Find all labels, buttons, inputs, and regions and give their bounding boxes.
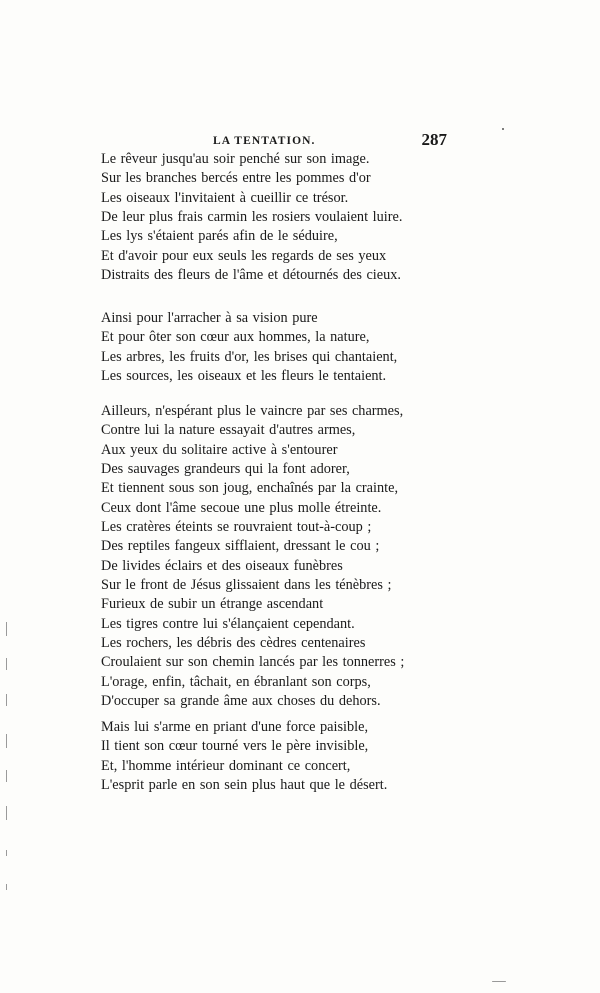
verse-line: Les sources, les oiseaux et les fleurs le tentaient. (101, 368, 387, 385)
running-title: LA TENTATION. (213, 135, 316, 147)
scan-artifact (6, 622, 7, 636)
scan-speck (502, 128, 504, 130)
stanza-4 (101, 718, 387, 795)
verse-line: D'occuper sa grande âme aux choses du dehors. (101, 693, 381, 710)
verse-line: Sur les branches bercés entre les pommes d'or (101, 170, 371, 187)
verse-line: Des reptiles fangeux sifflaient, dressant le cou ; (101, 538, 380, 555)
page-number: 287 (421, 130, 447, 149)
verse-line: Les oiseaux l'invitaient à cueillir ce trésor. (101, 189, 349, 206)
verse-line: Les tigres contre lui s'élançaient cependant. (101, 615, 355, 632)
scan-artifact (6, 658, 7, 670)
scan-artifact (6, 734, 7, 748)
verse-line: Croulaient sur son chemin lancés par les tonnerres ; (101, 654, 405, 671)
verse-line: Le rêveur jusqu'au soir penché sur son image. (101, 151, 370, 167)
stanza-2 (101, 309, 397, 386)
verse-line: Et d'avoir pour eux seuls les regards de ses yeux (101, 247, 387, 264)
stanza-3 (101, 402, 404, 712)
stanza-1 (101, 150, 402, 285)
verse-line: De livides éclairs et des oiseaux funèbres (101, 557, 343, 574)
verse-line: Les cratères éteints se rouvraient tout-à-coup ; (101, 519, 372, 536)
scan-artifact (6, 770, 7, 782)
verse-line: Les rochers, les débris des cèdres centenaires (101, 635, 366, 652)
verse-line: L'orage, enfin, tâchait, en ébranlant son corps, (101, 673, 371, 690)
verse-line: Des sauvages grandeurs qui la font adorer, (101, 461, 350, 478)
verse-line: Il tient son cœur tourné vers le père invisible, (101, 738, 369, 755)
scan-artifact (6, 694, 7, 706)
verse-line: Aux yeux du solitaire active à s'entourer (101, 441, 338, 458)
verse-line: Et, l'homme intérieur dominant ce concert, (101, 757, 351, 774)
verse-line: Contre lui la nature essayait d'autres armes, (101, 422, 356, 439)
scan-artifact (6, 806, 7, 820)
scan-speck (492, 981, 506, 982)
verse-line: Et tiennent sous son joug, enchaînés par la crainte, (101, 480, 399, 497)
verse-line: Furieux de subir un étrange ascendant (101, 596, 324, 613)
verse-line: Ailleurs, n'espérant plus le vaincre par ses charmes, (101, 403, 404, 419)
verse-line: Les lys s'étaient parés afin de le séduire, (101, 228, 338, 245)
verse-line: Sur le front de Jésus glissaient dans les ténèbres ; (101, 577, 392, 594)
verse-line: De leur plus frais carmin les rosiers voulaient luire. (101, 209, 403, 226)
verse-line: Ceux dont l'âme secoue une plus molle étreinte. (101, 499, 382, 516)
verse-line: Ainsi pour l'arracher à sa vision pure (101, 310, 318, 326)
verse-line: Distraits des fleurs de l'âme et détournés des cieux. (101, 267, 401, 284)
verse-line: Et pour ôter son cœur aux hommes, la nature, (101, 329, 370, 346)
scan-artifact (6, 850, 7, 856)
verse-line: Mais lui s'arme en priant d'une force paisible, (101, 719, 369, 735)
verse-line: Les arbres, les fruits d'or, les brises qui chantaient, (101, 348, 398, 365)
scan-artifact (6, 884, 7, 890)
verse-line: L'esprit parle en son sein plus haut que le désert. (101, 777, 388, 794)
